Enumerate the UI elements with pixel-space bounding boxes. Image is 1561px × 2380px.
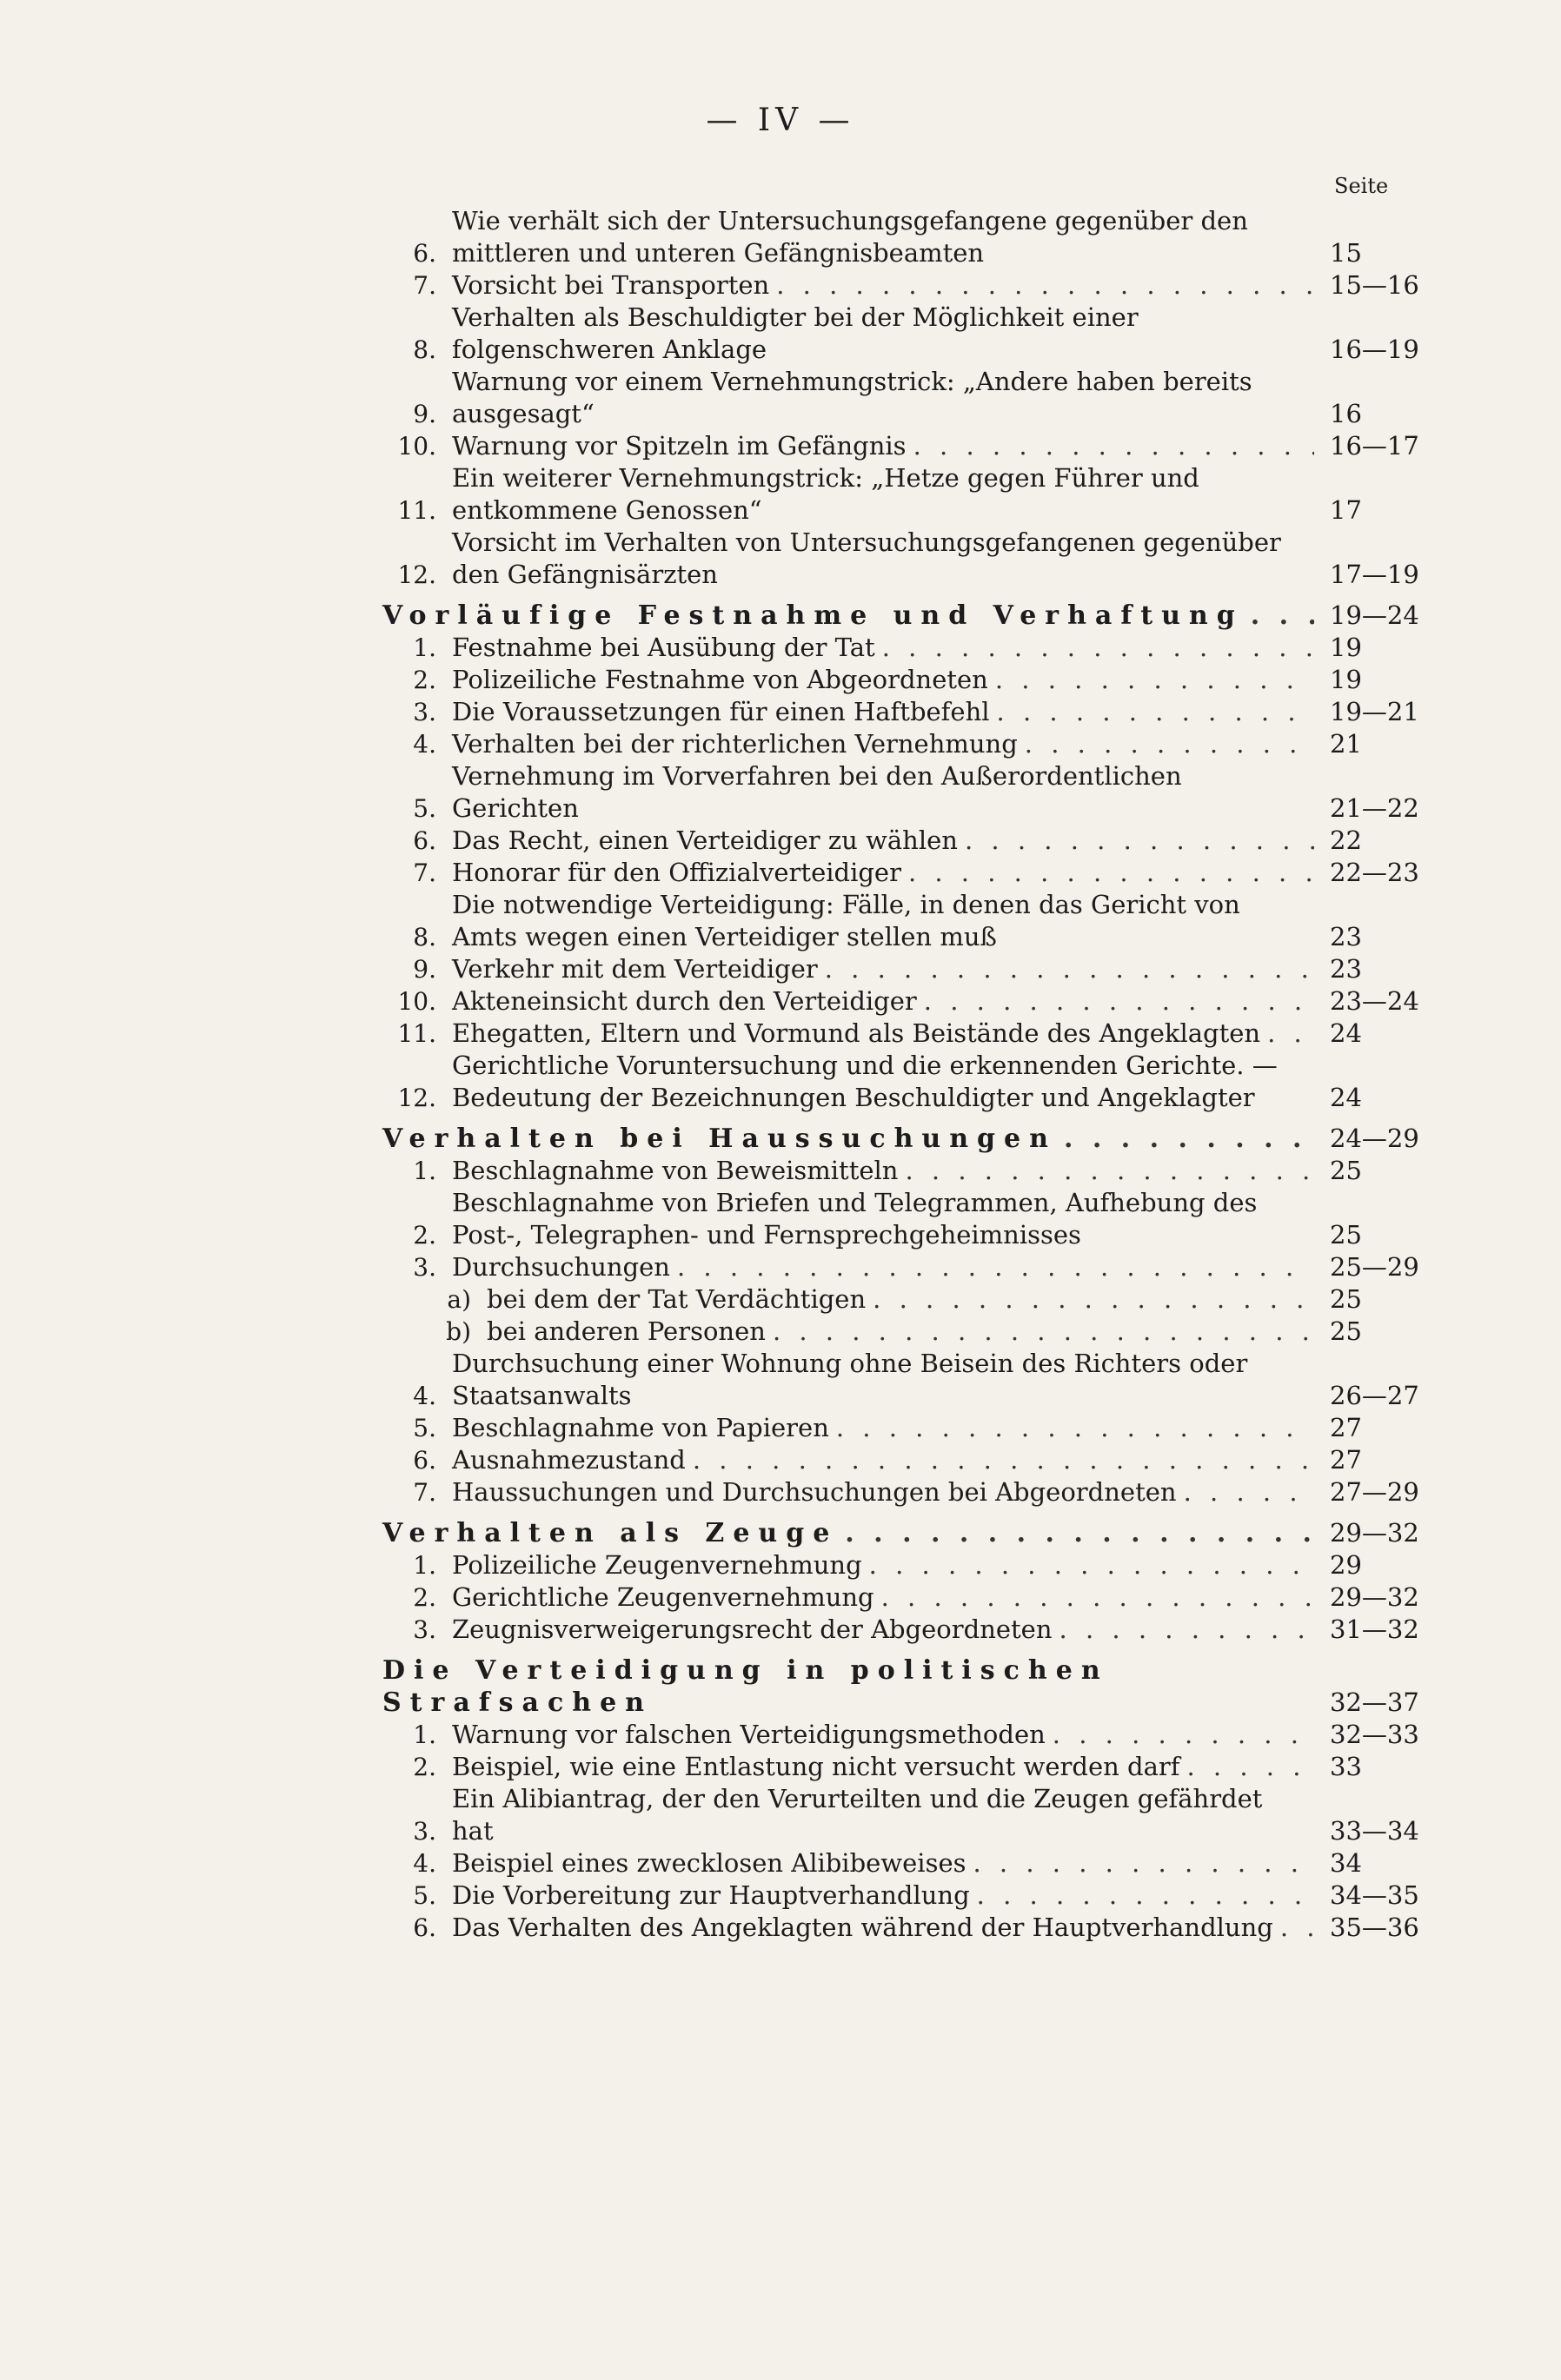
entry-pages: 24 [1330, 1018, 1362, 1048]
toc-entry [382, 825, 1443, 857]
section-heading-row [382, 1123, 1443, 1155]
entry-number: 12. [397, 1084, 436, 1112]
entry-number: b) [446, 1317, 471, 1346]
dot-leader [845, 1517, 1314, 1549]
toc-entry [382, 366, 1443, 430]
dot-leader [965, 825, 1314, 857]
entry-pages: 19—21 [1330, 697, 1419, 726]
entry-title [452, 953, 1314, 985]
entry-title-text: Warnung vor Spitzeln im Gefängnis [452, 431, 907, 461]
entry-number: 5. [413, 794, 436, 823]
entry-title [452, 1581, 1314, 1614]
dot-leader [869, 1549, 1314, 1581]
dot-leader [1267, 1018, 1314, 1050]
toc-entry [382, 728, 1443, 760]
entry-number: 9. [413, 400, 436, 428]
toc-entry [382, 1412, 1443, 1444]
entry-pages: 19 [1330, 633, 1362, 662]
dot-leader [1251, 600, 1314, 632]
entry-title [452, 1018, 1314, 1050]
entry-title [452, 269, 1314, 302]
entry-pages: 25 [1330, 1284, 1362, 1314]
entry-pages: 22 [1330, 825, 1362, 855]
dot-leader [1186, 1751, 1314, 1783]
entry-pages: 25—29 [1330, 1252, 1419, 1282]
entry-pages: 16 [1330, 399, 1362, 428]
section-heading-row [382, 1517, 1443, 1549]
entry-pages: 33—34 [1330, 1816, 1419, 1846]
entry-number: 4. [413, 1382, 436, 1410]
entry-title [452, 728, 1314, 760]
entry-title-text: Beschlagnahme von Beweismitteln [452, 1156, 899, 1185]
entry-pages: 29 [1330, 1550, 1362, 1580]
entry-pages: 35—36 [1330, 1913, 1419, 1942]
toc-entry [382, 985, 1443, 1018]
entry-title-text: Warnung vor falschen Verteidigungsmethoden [452, 1720, 1046, 1749]
entry-number: 3. [413, 698, 436, 726]
entry-title [452, 1549, 1314, 1581]
toc-entry [382, 889, 1443, 953]
section-heading [382, 1123, 1314, 1155]
entry-title [452, 857, 1314, 889]
entry-number: 11. [397, 1019, 436, 1048]
entry-number: 3. [413, 1817, 436, 1846]
dot-leader [977, 1879, 1314, 1912]
entry-number: 2. [413, 666, 436, 694]
entry-title [452, 825, 1314, 857]
toc-entry [382, 1847, 1443, 1879]
entry-title-text: Beispiel eines zwecklosen Alibibeweises [452, 1848, 966, 1878]
entry-title [487, 1283, 1314, 1316]
entry-pages: 25 [1330, 1156, 1362, 1185]
entry-title-text: Verkehr mit dem Verteidiger [452, 954, 818, 984]
dot-leader [973, 1847, 1315, 1879]
entry-pages: 33 [1330, 1752, 1362, 1781]
entry-title-text: bei dem der Tat Verdächtigen [487, 1284, 867, 1314]
dot-leader [1064, 1123, 1314, 1155]
entry-title-text: Durchsuchung einer Wohnung ohne Beisein des Richters oder Staatsanwalts [452, 1349, 1248, 1410]
entry-title-text: Ausnahmezustand [452, 1445, 686, 1475]
entry-title-text: Festnahme bei Ausübung der Tat [452, 633, 875, 662]
dot-leader [1280, 1912, 1314, 1944]
toc-entry [382, 302, 1443, 366]
dot-leader [677, 1251, 1314, 1283]
entry-title-text: Ein weiterer Vernehmungstrick: „Hetze gegen Führer und entkommene Genossen“ [452, 463, 1199, 525]
entry-title-text: Polizeiliche Zeugenvernehmung [452, 1550, 862, 1580]
entry-title [452, 664, 1314, 696]
entry-title-text: Verhalten als Beschuldigter bei der Möglichkeit einer folgenschweren Anklage [452, 302, 1139, 364]
toc-entry [382, 269, 1443, 302]
toc-entry [382, 1783, 1443, 1847]
entry-title-text: Vernehmung im Vorverfahren bei den Außerordentlichen Gerichten [452, 761, 1182, 823]
dot-leader [836, 1412, 1314, 1444]
dot-leader [924, 985, 1314, 1018]
entry-pages: 26—27 [1330, 1381, 1419, 1410]
toc-entry [382, 1050, 1443, 1114]
entry-title [452, 1412, 1314, 1444]
section-page-range: 32—37 [1330, 1687, 1419, 1717]
entry-title-text: Das Verhalten des Angeklagten während der Hauptverhandlung [452, 1913, 1273, 1942]
toc-entry [382, 1719, 1443, 1751]
dot-leader [773, 1316, 1314, 1348]
dot-leader [908, 857, 1314, 889]
section-heading-row [382, 1654, 1443, 1719]
section-heading-text: Vorläufige Festnahme und Verhaftung [382, 600, 1244, 631]
toc-entry [382, 632, 1443, 664]
entry-title-text: Die Vorbereitung zur Hauptverhandlung [452, 1880, 970, 1910]
entry-title [452, 302, 1314, 366]
entry-title-text: Das Recht, einen Verteidiger zu wählen [452, 825, 958, 855]
entry-title-text: Wie verhält sich der Untersuchungsgefangene gegenüber den mittleren und unteren Gefängnisbeamten [452, 206, 1248, 268]
dot-leader [995, 664, 1314, 696]
entry-title-text: Zeugnisverweigerungsrecht der Abgeordneten [452, 1614, 1053, 1644]
toc-entry [382, 953, 1443, 985]
entry-title [452, 1476, 1314, 1508]
entry-pages: 25 [1330, 1220, 1362, 1250]
entry-number: 5. [413, 1414, 436, 1442]
entry-pages: 29—32 [1330, 1582, 1419, 1612]
entry-number: 12. [397, 560, 436, 589]
entry-number: 1. [413, 1720, 436, 1749]
entry-number: 10. [397, 432, 436, 461]
entry-title-text: Die Voraussetzungen für einen Haftbefehl [452, 697, 990, 726]
toc-entry [382, 1348, 1443, 1412]
entry-title [452, 1719, 1314, 1751]
entry-number: 8. [413, 923, 436, 951]
entry-title [452, 462, 1314, 527]
entry-title-text: Akteneinsicht durch den Verteidiger [452, 986, 917, 1016]
toc-entry [382, 1187, 1443, 1251]
entry-pages: 32—33 [1330, 1720, 1419, 1749]
entry-number: 4. [413, 730, 436, 759]
entry-number: 7. [413, 859, 436, 887]
entry-title [452, 1847, 1314, 1879]
dot-leader [905, 1155, 1314, 1187]
dot-leader [882, 632, 1314, 664]
table-of-contents [382, 205, 1443, 1944]
section-heading [382, 1654, 1314, 1719]
entry-number: 4. [413, 1849, 436, 1878]
entry-pages: 17—19 [1330, 560, 1419, 589]
entry-title [452, 632, 1314, 664]
entry-pages: 17 [1330, 495, 1362, 525]
entry-number: 11. [397, 496, 436, 525]
dot-leader [873, 1283, 1314, 1316]
entry-title-text: Honorar für den Offizialverteidiger [452, 858, 901, 887]
section-heading-text: Verhalten als Zeuge [382, 1518, 839, 1548]
entry-pages: 23 [1330, 922, 1362, 951]
entry-title-text: Verhalten bei der richterlichen Vernehmung [452, 729, 1018, 759]
dot-leader [1025, 728, 1314, 760]
toc-entry [382, 462, 1443, 527]
entry-title [452, 1444, 1314, 1476]
entry-title-text: Durchsuchungen [452, 1252, 670, 1282]
toc-entry [382, 1912, 1443, 1944]
entry-number: 7. [413, 1478, 436, 1507]
entry-title-text: Beispiel, wie eine Entlastung nicht versucht werden darf [452, 1752, 1180, 1781]
entry-pages: 27—29 [1330, 1477, 1419, 1507]
dot-leader [1053, 1719, 1314, 1751]
entry-title-text: Gerichtliche Zeugenvernehmung [452, 1582, 874, 1612]
entry-number: 1. [413, 633, 436, 662]
entry-title [487, 1316, 1314, 1348]
entry-title-text: bei anderen Personen [487, 1316, 766, 1346]
entry-number: 8. [413, 335, 436, 364]
entry-pages: 23—24 [1330, 986, 1419, 1016]
entry-pages: 34—35 [1330, 1880, 1419, 1910]
entry-title-text: Beschlagnahme von Briefen und Telegrammen, Aufhebung des Post-, Telegraphen- und Fernsprechgeheimnisses [452, 1188, 1258, 1250]
toc-entry [382, 1283, 1443, 1316]
entry-title [452, 527, 1314, 591]
entry-pages: 21 [1330, 729, 1362, 759]
entry-number: a) [447, 1285, 471, 1314]
dot-leader [913, 430, 1314, 462]
toc-entry [382, 1549, 1443, 1581]
toc-entry [382, 696, 1443, 728]
entry-number: 6. [413, 1446, 436, 1475]
entry-pages: 34 [1330, 1848, 1362, 1878]
entry-pages: 27 [1330, 1445, 1362, 1475]
entry-number: 6. [413, 1913, 436, 1942]
entry-title [452, 1155, 1314, 1187]
entry-title [452, 205, 1314, 269]
entry-pages: 27 [1330, 1413, 1362, 1442]
entry-pages: 25 [1330, 1316, 1362, 1346]
entry-title-text: Vorsicht im Verhalten von Untersuchungsgefangenen gegenüber den Gefängnisärzten [452, 527, 1281, 589]
entry-pages: 19 [1330, 665, 1362, 694]
toc-entry [382, 430, 1443, 462]
toc-entry [382, 1581, 1443, 1614]
toc-entry [382, 1251, 1443, 1283]
section-heading [382, 1517, 1314, 1549]
entry-title [452, 985, 1314, 1018]
section-heading-row [382, 600, 1443, 632]
dot-leader [881, 1581, 1314, 1614]
entry-pages: 15 [1330, 238, 1362, 268]
entry-pages: 16—17 [1330, 431, 1419, 461]
section-page-range: 29—32 [1330, 1518, 1419, 1548]
dot-leader [825, 953, 1314, 985]
entry-title [452, 366, 1314, 430]
entry-number: 2. [413, 1583, 436, 1612]
entry-title-text: Gerichtliche Voruntersuchung und die erkennenden Gerichte. — Bedeutung der Bezeichnungen Beschuldigter und Angeklagter [452, 1051, 1278, 1112]
entry-number: 9. [413, 955, 436, 984]
entry-number: 5. [413, 1881, 436, 1910]
entry-title [452, 1751, 1314, 1783]
toc-entry [382, 1444, 1443, 1476]
entry-number: 1. [413, 1157, 436, 1185]
section-page-range: 19—24 [1330, 600, 1419, 630]
dot-leader [776, 269, 1314, 302]
toc-entry [382, 664, 1443, 696]
toc-entry [382, 1316, 1443, 1348]
entry-number: 3. [413, 1615, 436, 1644]
entry-pages: 23 [1330, 954, 1362, 984]
entry-title-text: Ein Alibiantrag, der den Verurteilten und die Zeugen gefährdet hat [452, 1784, 1263, 1846]
page-column-label: Seite [1334, 174, 1389, 198]
toc-entry [382, 1476, 1443, 1508]
entry-number: 1. [413, 1551, 436, 1580]
toc-entry [382, 527, 1443, 591]
toc-entry [382, 857, 1443, 889]
entry-number: 6. [413, 826, 436, 855]
entry-pages: 15—16 [1330, 270, 1419, 300]
entry-title [452, 1614, 1314, 1646]
entry-pages: 24 [1330, 1083, 1362, 1112]
entry-title-text: Vorsicht bei Transporten [452, 270, 770, 300]
entry-number: 6. [413, 239, 436, 268]
dot-leader [1059, 1614, 1314, 1646]
entry-title [452, 696, 1314, 728]
entry-title [452, 889, 1314, 953]
section-page-range: 24—29 [1330, 1124, 1419, 1153]
page-folio: — IV — [706, 103, 855, 138]
toc-entry [382, 1614, 1443, 1646]
dot-leader [693, 1444, 1314, 1476]
toc-entry [382, 1751, 1443, 1783]
entry-number: 2. [413, 1221, 436, 1250]
entry-pages: 16—19 [1330, 335, 1419, 364]
entry-title [452, 1187, 1314, 1251]
entry-title [452, 760, 1314, 825]
entry-title [452, 1912, 1314, 1944]
entry-title [452, 430, 1314, 462]
toc-entry [382, 205, 1443, 269]
toc-entry [382, 760, 1443, 825]
section-heading-text: Die Verteidigung in politischen Strafsachen [382, 1655, 1109, 1718]
toc-entry [382, 1155, 1443, 1187]
entry-title [452, 1783, 1314, 1847]
entry-title [452, 1050, 1314, 1114]
entry-title [452, 1348, 1314, 1412]
entry-pages: 31—32 [1330, 1614, 1419, 1644]
section-heading-text: Verhalten bei Haussuchungen [382, 1124, 1057, 1154]
entry-title-text: Haussuchungen und Durchsuchungen bei Abgeordneten [452, 1477, 1177, 1507]
entry-pages: 22—23 [1330, 858, 1419, 887]
dot-leader [997, 696, 1314, 728]
entry-title [452, 1251, 1314, 1283]
entry-title-text: Polizeiliche Festnahme von Abgeordneten [452, 665, 988, 694]
toc-entry [382, 1018, 1443, 1050]
entry-number: 7. [413, 271, 436, 300]
entry-title-text: Warnung vor einem Vernehmungstrick: „Andere haben bereits ausgesagt“ [452, 367, 1252, 428]
dot-leader [1184, 1476, 1314, 1508]
entry-number: 3. [413, 1253, 436, 1282]
entry-title-text: Ehegatten, Eltern und Vormund als Beistände des Angeklagten [452, 1018, 1261, 1048]
entry-number: 2. [413, 1753, 436, 1781]
entry-title [452, 1879, 1314, 1912]
entry-pages: 21—22 [1330, 793, 1419, 823]
entry-title-text: Die notwendige Verteidigung: Fälle, in denen das Gericht von Amts wegen einen Verteidiger stellen muß [452, 890, 1240, 951]
toc-entry [382, 1879, 1443, 1912]
entry-number: 10. [397, 987, 436, 1016]
entry-title-text: Beschlagnahme von Papieren [452, 1413, 829, 1442]
section-heading [382, 600, 1314, 632]
